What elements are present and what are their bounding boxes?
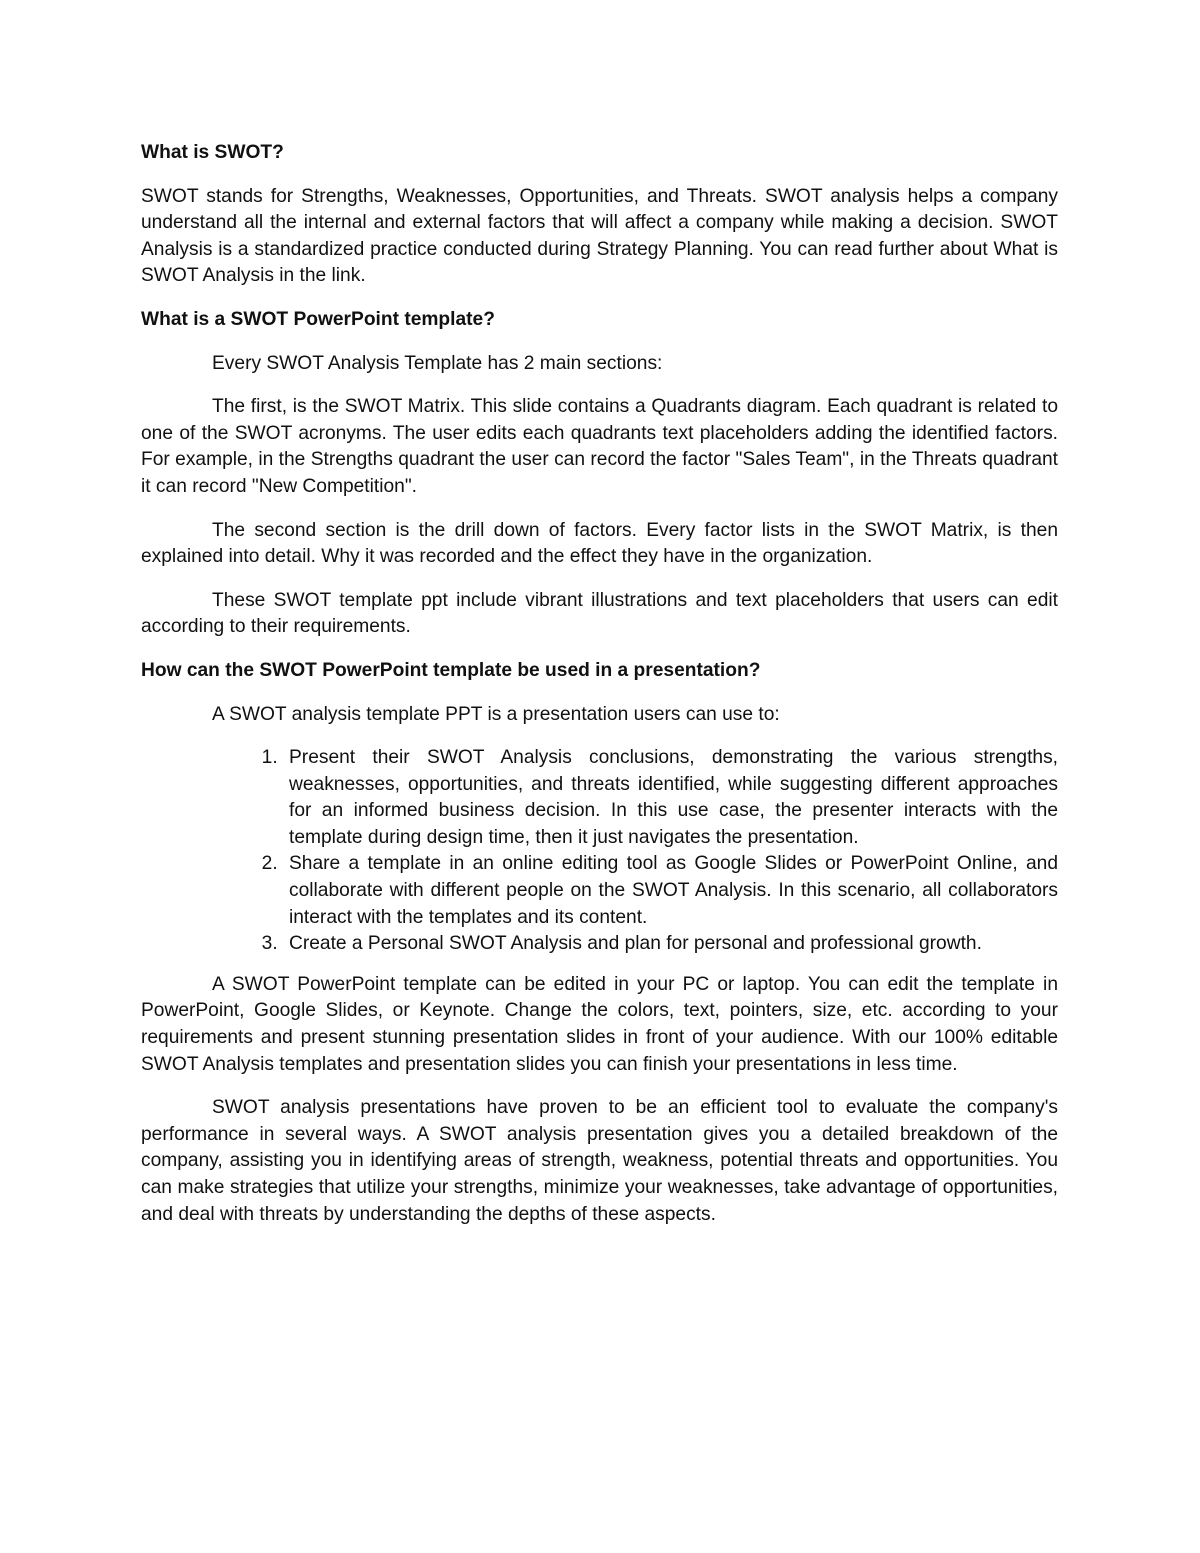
swot-definition-paragraph: SWOT stands for Strengths, Weaknesses, Opportunities, and Threats. SWOT analysis helps a company understand all the internal and external factors that will affect a company while making a decision. SWOT Analysis is a standardized practice conducted during Strategy Planning. You can read further about What is SWOT Analysis in the link. [141,185,1058,287]
swot-matrix-paragraph: The first, is the SWOT Matrix. This slide contains a Quadrants diagram. Each quadrant is related to one of the SWOT acronyms. The user edits each quadrants text placeholders adding the identified factors. For example, in the Strengths quadrant the user can record the factor "Sales Team", in the Threats quadrant it can record "New Competition". [141,396,1058,497]
drill-down-paragraph: The second section is the drill down of factors. Every factor lists in the SWOT Matrix, is then explained into detail. Why it was recorded and the effect they have in the organization. [141,519,1058,568]
heading-what-is-swot: What is SWOT? [141,142,284,163]
heading-swot-template: What is a SWOT PowerPoint template? [141,308,495,330]
list-item: 1. Present their SWOT Analysis conclusions, demonstrating the various strengths, weaknesses, opportunities, and threats identified, while suggesting different approaches for an informed business decision. In this use case, the presenter interacts with the template during design time, then it just navigates the presentation. [283,745,1058,851]
presentations-paragraph: SWOT analysis presentations have proven to be an efficient tool to evaluate the company's performance in several ways. A SWOT analysis presentation gives you a detailed breakdown of the company, assisting you in identifying areas of strength, weakness, potential threats and opportunities. You can make strategies that utilize your strengths, minimize your weaknesses, take advantage of opportunities, and deal with threats by understanding the depths of these aspects. [141,1097,1058,1225]
usage-list [141,745,1058,958]
editing-paragraph: A SWOT PowerPoint template can be edited in your PC or laptop. You can edit the template in PowerPoint, Google Slides, or Keynote. Change the colors, text, pointers, size, etc. according to your requirements and present stunning presentation slides in front of your audience. With our 100% editable SWOT Analysis templates and presentation slides you can finish your presentations in less time. [141,973,1058,1075]
template-sections-paragraph: Every SWOT Analysis Template has 2 main sections: [212,352,663,374]
usage-intro-paragraph: A SWOT analysis template PPT is a presentation users can use to: [212,703,780,725]
document-page [141,140,1058,1245]
illustrations-paragraph: These SWOT template ppt include vibrant illustrations and text placeholders that users can edit according to their requirements. [141,589,1058,638]
list-item: 2. Share a template in an online editing tool as Google Slides or PowerPoint Online, and collaborate with different people on the SWOT Analysis. In this scenario, all collaborators interact with the templates and its content. [283,851,1058,931]
heading-template-usage: How can the SWOT PowerPoint template be used in a presentation? [141,659,761,681]
list-item: 3. Create a Personal SWOT Analysis and plan for personal and professional growth. [283,931,1058,958]
